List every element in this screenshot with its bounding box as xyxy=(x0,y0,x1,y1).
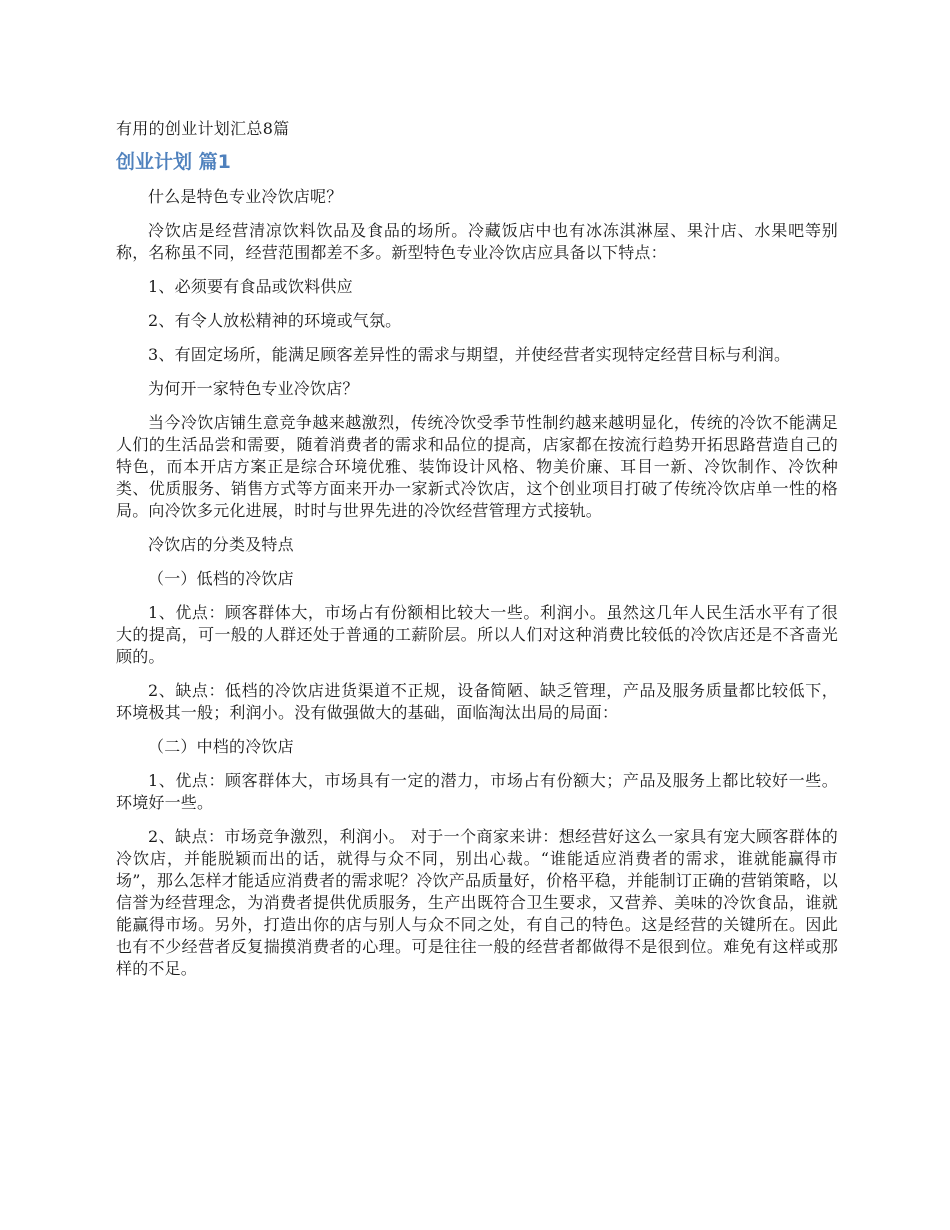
paragraph-mid-grade-heading: （二）中档的冷饮店 xyxy=(148,737,294,756)
paragraph-low-grade-cons: 2、缺点：低档的冷饮店进货渠道不正规，设备简陋、缺乏管理，产品及服务质量都比较低下，环境极其一般；利润小。没有做强做大的基础，面临淘汰出局的局面： xyxy=(116,681,838,722)
paragraph-question-1: 什么是特色专业冷饮店呢？ xyxy=(148,187,343,206)
paragraph-low-grade-pros: 1、优点：顾客群体大，市场占有份额相比较大一些。利润小。虽然这几年人民生活水平有了很大的提高，可一般的人群还处于普通的工薪阶层。所以人们对这种消费比较低的冷饮店还是不吝啬光顾的。 xyxy=(116,603,838,666)
paragraph-mid-grade-pros: 1、优点：顾客群体大，市场具有一定的潜力，市场占有份额大；产品及服务上都比较好一些。环境好一些。 xyxy=(116,771,838,812)
paragraph-low-grade-heading: （一）低档的冷饮店 xyxy=(148,569,294,588)
section-heading: 创业计划 篇1 xyxy=(116,151,231,173)
document-body xyxy=(116,118,838,992)
paragraph-feature-2: 2、有令人放松精神的环境或气氛。 xyxy=(148,311,402,330)
paragraph-market: 当今冷饮店铺生意竞争越来越激烈，传统冷饮受季节性制约越来越明显化，传统的冷饮不能满足人们的生活品尝和需要，随着消费者的需求和品位的提高，店家都在按流行趋势开拓思路营造自己的特色，而本开店方案正是综合环境优雅、装饰设计风格、物美价廉、耳目一新、冷饮制作、冷饮种类、优质服务、销售方式等方面来开办一家新式冷饮店，这个创业项目打破了传统冷饮店单一性的格局。向冷饮多元化进展，时时与世界先进的冷饮经营管理方式接轨。 xyxy=(116,413,838,520)
document-title: 有用的创业计划汇总8篇 xyxy=(116,119,290,138)
paragraph-question-2: 为何开一家特色专业冷饮店？ xyxy=(148,379,359,398)
paragraph-feature-3: 3、有固定场所，能满足顾客差异性的需求与期望，并使经营者实现特定经营目标与利润。 xyxy=(148,345,791,364)
paragraph-feature-1: 1、必须要有食品或饮料供应 xyxy=(148,277,353,296)
paragraph-mid-grade-cons: 2、缺点：市场竞争激烈，利润小。 对于一个商家来讲：想经营好这么一家具有宠大顾客群体的冷饮店，并能脱颖而出的话，就得与众不同，别出心裁。“谁能适应消费者的需求，谁就能赢得市场”，那么怎样才能适应消费者的需求呢？冷饮产品质量好，价格平稳，并能制订正确的营销策略，以信誉为经营理念，为消费者提供优质服务，生产出既符合卫生要求，又营养、美味的冷饮食品，谁就能赢得市场。另外，打造出你的店与别人与众不同之处，有自己的特色。这是经营的关键所在。因此也有不少经营者反复揣摸消费者的心理。可是往往一般的经营者都做得不是很到位。难免有这样或那样的不足。 xyxy=(116,827,838,978)
paragraph-definition: 冷饮店是经营清凉饮料饮品及食品的场所。冷藏饭店中也有冰冻淇淋屋、果汁店、水果吧等别称，名称虽不同，经营范围都差不多。新型特色专业冷饮店应具备以下特点： xyxy=(116,221,838,262)
paragraph-classification: 冷饮店的分类及特点 xyxy=(148,535,294,554)
